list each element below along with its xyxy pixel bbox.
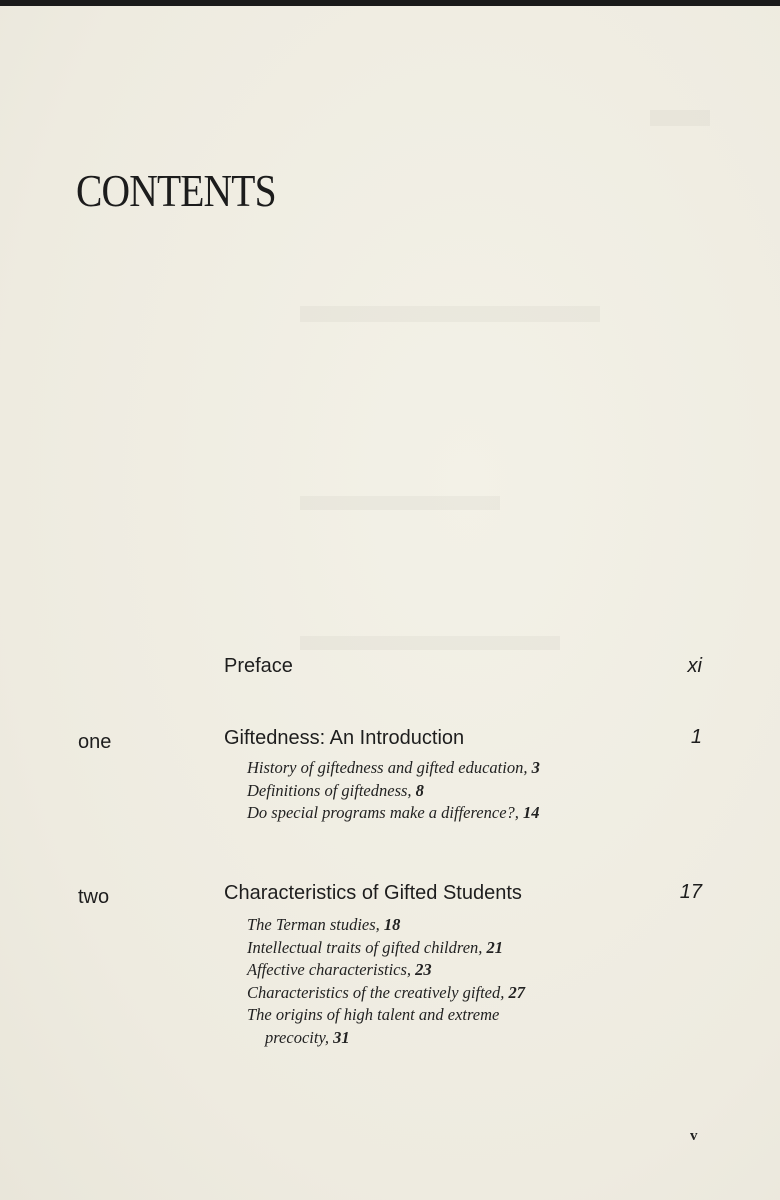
show-through-decoration bbox=[300, 306, 600, 322]
page-title: CONTENTS bbox=[76, 165, 276, 216]
chapter-number: two bbox=[78, 886, 110, 908]
chapter-page: 17 bbox=[679, 881, 702, 903]
section-entry: Characteristics of the creatively gifted, 27 bbox=[247, 982, 525, 1002]
show-through-decoration bbox=[300, 636, 560, 650]
section-entry: Definitions of giftedness, 8 bbox=[247, 780, 424, 800]
section-entry-continuation: precocity, 31 bbox=[265, 1027, 350, 1047]
section-entry: History of giftedness and gifted education, 3 bbox=[247, 758, 540, 777]
section-entry: The Terman studies, 18 bbox=[247, 915, 401, 934]
preface-label: Preface bbox=[224, 655, 293, 677]
chapter-number: one bbox=[78, 731, 112, 753]
show-through-decoration bbox=[300, 496, 500, 510]
chapter-title: Giftedness: An Introduction bbox=[224, 727, 465, 749]
section-list bbox=[247, 757, 540, 825]
section-entry: The origins of high talent and extreme bbox=[247, 1005, 500, 1024]
section-entry: Affective characteristics, 23 bbox=[247, 960, 432, 979]
section-list bbox=[247, 914, 525, 1049]
section-entry: Intellectual traits of gifted children, 21 bbox=[247, 937, 504, 957]
page-number: v bbox=[690, 1128, 698, 1144]
book-page bbox=[0, 6, 780, 1200]
chapter-page: 1 bbox=[690, 726, 702, 748]
section-entry: Do special programs make a difference?, 14 bbox=[247, 803, 540, 822]
preface-page: xi bbox=[687, 655, 702, 677]
show-through-decoration bbox=[650, 110, 710, 126]
chapter-title: Characteristics of Gifted Students bbox=[224, 882, 522, 904]
